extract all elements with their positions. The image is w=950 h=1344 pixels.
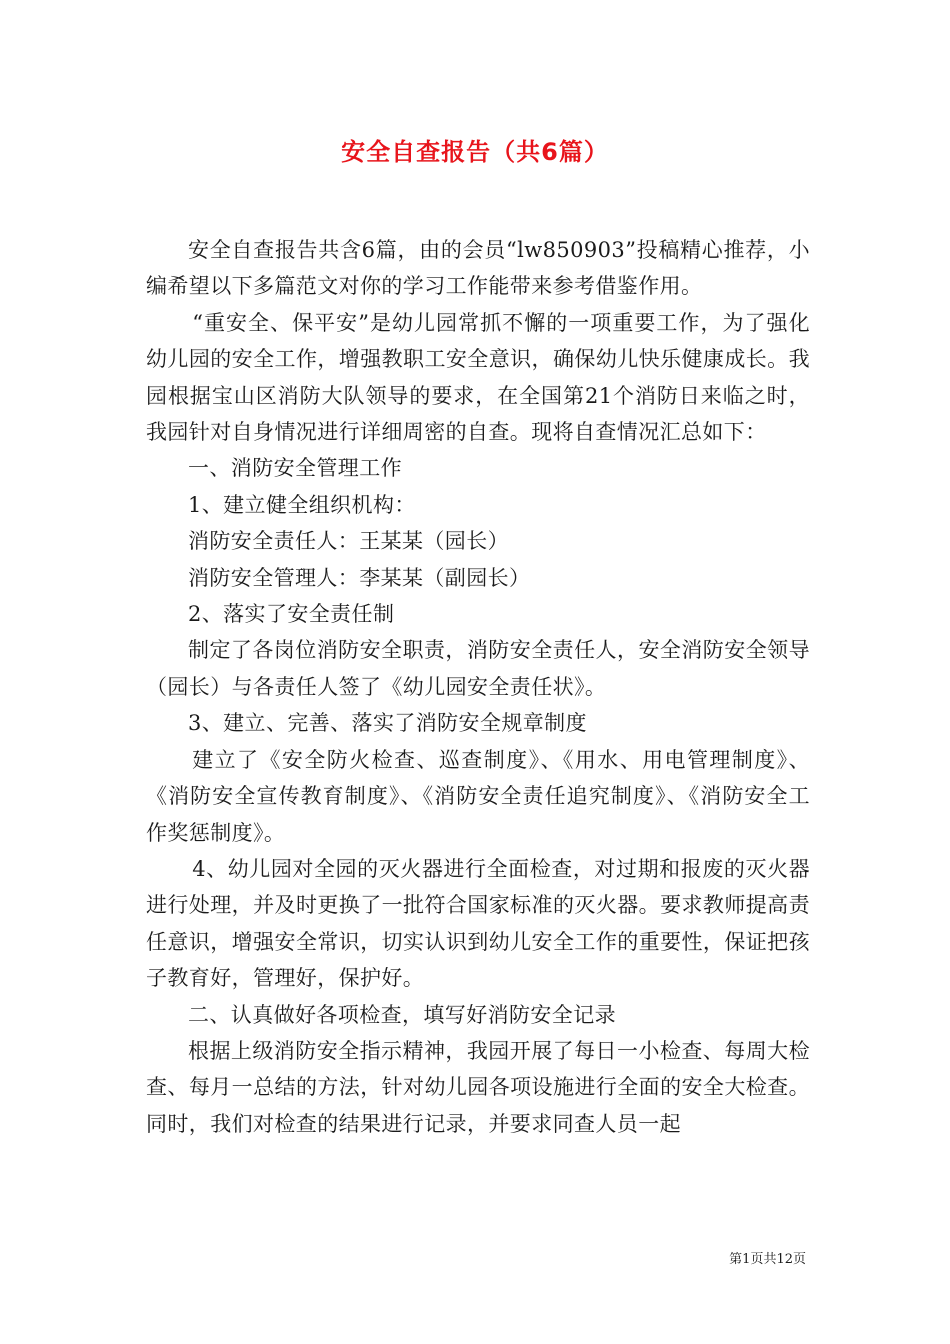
responsible-person-line: 消防安全责任人：王某某（园长） [188, 529, 509, 554]
paragraph-intro: 安全自查报告共含6篇，由的会员“lw850903”投稿精心推荐，小编希望以下多篇范文对你的学习工作能带来参考借鉴作用。 [146, 238, 810, 299]
section-heading-2: 二、认真做好各项检查，填写好消防安全记录 [188, 1002, 616, 1027]
document-title: 安全自查报告（共6篇） [341, 138, 609, 166]
paragraph-responsibility: 制定了各岗位消防安全职责，消防安全责任人，安全消防安全领导（园长）与各责任人签了《幼儿园安全责任状》。 [146, 638, 810, 699]
paragraph-regulations: 建立了《安全防火检查、巡查制度》、《用水、用电管理制度》、《消防安全宣传教育制度》、《消防安全责任追究制度》、《消防安全工作奖惩制度》。 [146, 747, 810, 845]
paragraph-extinguishers: 4、幼儿园对全园的灭火器进行全面检查，对过期和报废的灭火器进行处理，并及时更换了一批符合国家标准的灭火器。要求教师提高责任意识，增强安全常识，切实认识到幼儿安全工作的重要性，保证把孩子教育好，管理好，保护好。 [146, 856, 810, 991]
section-heading-1: 一、消防安全管理工作 [188, 456, 402, 481]
paragraph-overview: “重安全、保平安”是幼儿园常抓不懈的一项重要工作，为了强化幼儿园的安全工作，增强教职工安全意识，确保幼儿快乐健康成长。我园根据宝山区消防大队领导的要求，在全国第21个消防日来临之时，我园针对自身情况进行详细周密的自查。现将自查情况汇总如下： [146, 310, 810, 445]
document-body [146, 232, 810, 1142]
paragraph-inspections: 根据上级消防安全指示精神，我园开展了每日一小检查、每周大检查、每月一总结的方法，针对幼儿园各项设施进行全面的安全大检查。同时，我们对检查的结果进行记录，并要求同查人员一起 [146, 1038, 810, 1136]
subsection-heading-2: 2、落实了安全责任制 [188, 602, 395, 627]
subsection-heading-1: 1、建立健全组织机构： [188, 492, 416, 517]
subsection-heading-3: 3、建立、完善、落实了消防安全规章制度 [188, 711, 587, 736]
page-number-footer: 第1页共12页 [729, 1252, 806, 1267]
manager-person-line: 消防安全管理人：李某某（副园长） [188, 565, 531, 590]
